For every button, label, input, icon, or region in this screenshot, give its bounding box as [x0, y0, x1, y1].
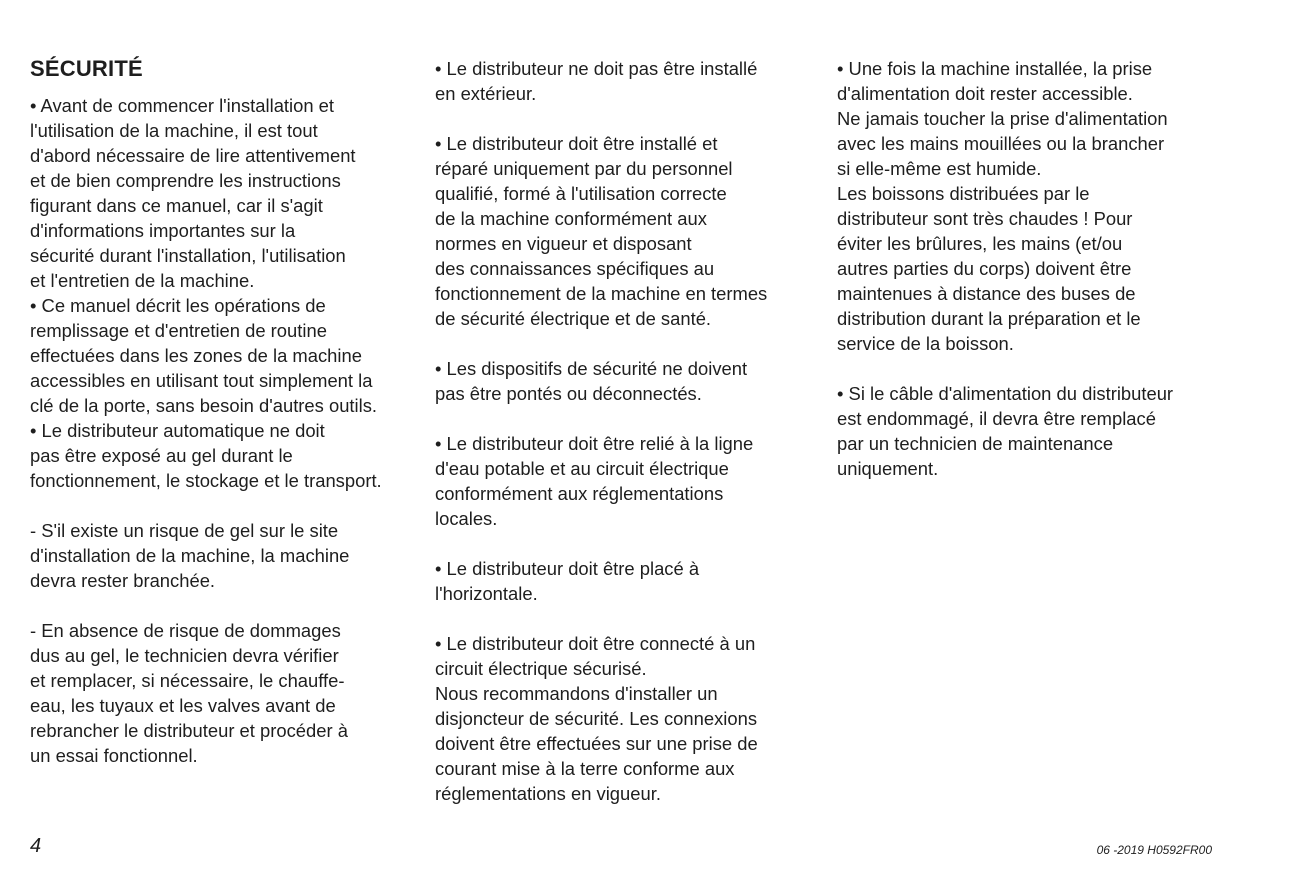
- text-line: doivent être effectuées sur une prise de: [435, 733, 758, 754]
- text-line: qualifié, formé à l'utilisation correcte: [435, 183, 727, 204]
- text-line: réparé uniquement par du personnel: [435, 158, 733, 179]
- text-line: Nous recommandons d'installer un: [435, 683, 718, 704]
- text-line: • Avant de commencer l'installation et: [30, 95, 335, 116]
- text-line: • Ce manuel décrit les opérations de: [30, 295, 326, 316]
- text-line: locales.: [435, 508, 498, 529]
- text-line: devra rester branchée.: [30, 570, 216, 591]
- text-line: l'utilisation de la machine, il est tout: [30, 120, 318, 141]
- text-line: d'informations importantes sur la: [30, 220, 296, 241]
- text-line: normes en vigueur et disposant: [435, 233, 692, 254]
- text-line: - S'il existe un risque de gel sur le site: [30, 520, 339, 541]
- text-line: effectuées dans les zones de la machine: [30, 345, 362, 366]
- text-line: clé de la porte, sans besoin d'autres outils.: [30, 395, 378, 416]
- text-line: distribution durant la préparation et le: [837, 308, 1141, 329]
- text-line: figurant dans ce manuel, car il s'agit: [30, 195, 323, 216]
- text-line: sécurité durant l'installation, l'utilisation: [30, 245, 346, 266]
- text-line: • Le distributeur doit être relié à la ligne: [435, 433, 754, 454]
- text-line: fonctionnement, le stockage et le transport.: [30, 470, 382, 491]
- text-line: pas être pontés ou déconnectés.: [435, 383, 702, 404]
- text-line: avec les mains mouillées ou la brancher: [837, 133, 1165, 154]
- text-line: eau, les tuyaux et les valves avant de: [30, 695, 336, 716]
- text-line: rebrancher le distributeur et procéder à: [30, 720, 348, 741]
- document-reference: 06 -2019 H0592FR00: [1096, 843, 1212, 857]
- text-line: dus au gel, le technicien devra vérifier: [30, 645, 339, 666]
- text-line: d'installation de la machine, la machine: [30, 545, 350, 566]
- text-line: maintenues à distance des buses de: [837, 283, 1136, 304]
- text-line: uniquement.: [837, 458, 939, 479]
- text-line: • Le distributeur doit être installé et: [435, 133, 718, 154]
- text-line: autres parties du corps) doivent être: [837, 258, 1132, 279]
- text-line: fonctionnement de la machine en termes: [435, 283, 768, 304]
- text-line: l'horizontale.: [435, 583, 538, 604]
- text-line: accessibles en utilisant tout simplement la: [30, 370, 373, 391]
- text-line: • Le distributeur doit être connecté à un: [435, 633, 756, 654]
- text-line: service de la boisson.: [837, 333, 1014, 354]
- text-line: par un technicien de maintenance: [837, 433, 1114, 454]
- text-line: Les boissons distribuées par le: [837, 183, 1090, 204]
- text-line: • Les dispositifs de sécurité ne doivent: [435, 358, 748, 379]
- page-number: 4: [30, 835, 42, 857]
- text-line: réglementations en vigueur.: [435, 783, 661, 804]
- text-line: si elle-même est humide.: [837, 158, 1042, 179]
- text-line: d'alimentation doit rester accessible.: [837, 83, 1133, 104]
- text-line: - En absence de risque de dommages: [30, 620, 341, 641]
- text-line: pas être exposé au gel durant le: [30, 445, 293, 466]
- text-line: de la machine conformément aux: [435, 208, 707, 229]
- text-line: et de bien comprendre les instructions: [30, 170, 341, 191]
- text-line: • Si le câble d'alimentation du distributeur: [837, 383, 1174, 404]
- text-line: est endommagé, il devra être remplacé: [837, 408, 1156, 429]
- section-heading: SÉCURITÉ: [30, 56, 143, 81]
- text-line: circuit électrique sécurisé.: [435, 658, 647, 679]
- text-line: remplissage et d'entretien de routine: [30, 320, 327, 341]
- text-line: • Le distributeur ne doit pas être installé: [435, 58, 758, 79]
- text-line: de sécurité électrique et de santé.: [435, 308, 712, 329]
- text-line: éviter les brûlures, les mains (et/ou: [837, 233, 1123, 254]
- text-line: Ne jamais toucher la prise d'alimentation: [837, 108, 1168, 129]
- text-line: • Le distributeur doit être placé à: [435, 558, 700, 579]
- text-line: et l'entretien de la machine.: [30, 270, 255, 291]
- text-line: des connaissances spécifiques au: [435, 258, 715, 279]
- text-line: un essai fonctionnel.: [30, 745, 198, 766]
- text-line: • Une fois la machine installée, la prise: [837, 58, 1153, 79]
- text-line: disjoncteur de sécurité. Les connexions: [435, 708, 758, 729]
- text-line: et remplacer, si nécessaire, le chauffe-: [30, 670, 345, 691]
- text-line: en extérieur.: [435, 83, 537, 104]
- text-line: • Le distributeur automatique ne doit: [30, 420, 325, 441]
- text-line: conformément aux réglementations: [435, 483, 724, 504]
- text-line: d'eau potable et au circuit électrique: [435, 458, 729, 479]
- text-line: d'abord nécessaire de lire attentivement: [30, 145, 356, 166]
- text-line: distributeur sont très chaudes ! Pour: [837, 208, 1133, 229]
- text-line: courant mise à la terre conforme aux: [435, 758, 735, 779]
